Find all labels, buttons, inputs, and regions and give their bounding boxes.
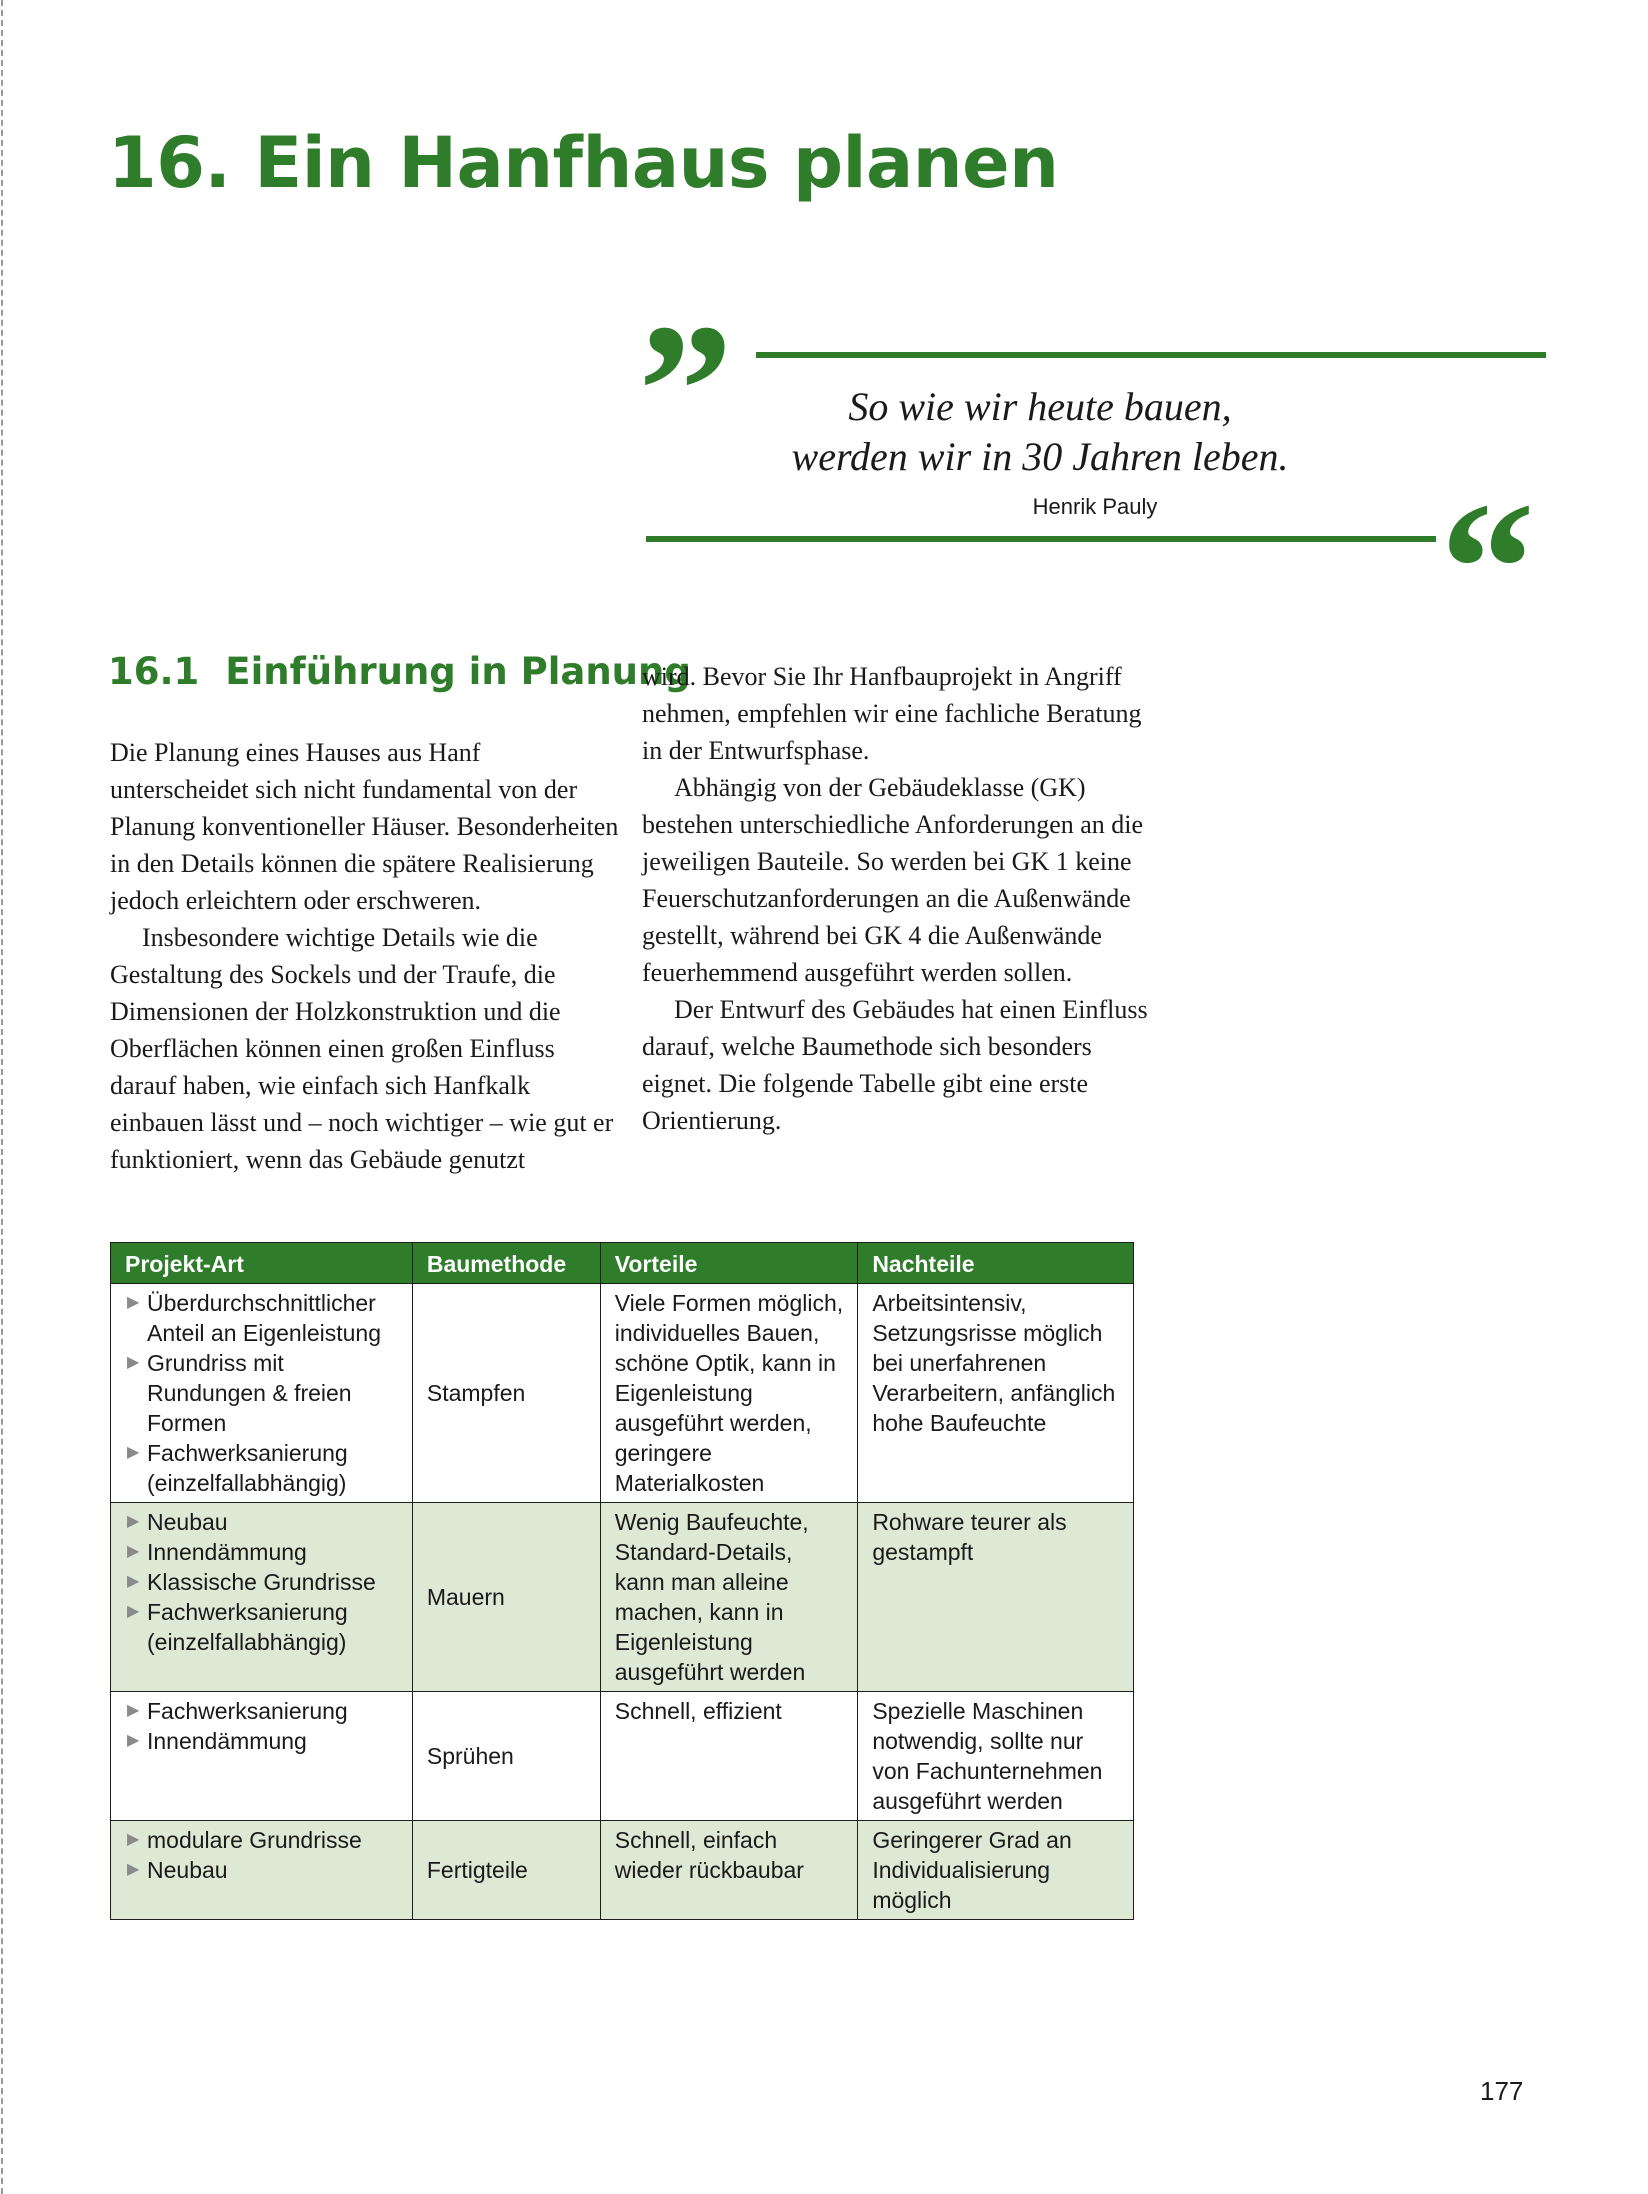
list-item: ▶ Fachwerksanierung (einzelfallabhängig)	[127, 1599, 348, 1655]
baumethode-cell: Fertigteile	[412, 1821, 600, 1920]
paragraph: wird. Bevor Sie Ihr Hanfbauprojekt in Angriff nehmen, empfehlen wir eine fachliche Beratung in der Entwurfsphase.	[642, 662, 1142, 765]
paragraph: Der Entwurf des Gebäudes hat einen Einfluss darauf, welche Baumethode sich besonders eignet. Die folgende Tabelle gibt eine erste Orientierung.	[642, 995, 1148, 1135]
paragraph: Abhängig von der Gebäudeklasse (GK) bestehen unterschiedliche Anforderungen an die jeweiligen Bauteile. So werden bei GK 1 keine Feuerschutzanforderungen an die Außenwände gestellt, während bei GK 4 die Außenwände feuerhemmend ausgeführt werden sollen.	[642, 773, 1144, 987]
projekt-art-cell	[111, 1503, 413, 1692]
vorteile-cell: Viele Formen möglich, individuelles Bauen, schöne Optik, kann in Eigenleistung ausgeführt werden, geringere Materialkosten	[600, 1284, 858, 1503]
body-column-right	[642, 658, 1152, 1139]
triangle-right-icon: ▶	[127, 1294, 140, 1311]
list-item: ▶ Innendämmung	[127, 1539, 307, 1565]
projekt-art-cell	[111, 1692, 413, 1821]
list-item: ▶ Klassische Grundrisse	[127, 1569, 376, 1595]
table-header-row	[111, 1243, 1134, 1284]
triangle-right-icon: ▶	[127, 1543, 140, 1560]
table-header-cell: Projekt-Art	[111, 1243, 413, 1284]
quote-open-mark-icon: ”	[638, 296, 733, 406]
quote-line-2: werden wir in 30 Jahren leben.	[791, 434, 1289, 479]
list-item: ▶ modulare Grundrisse	[127, 1827, 362, 1853]
baumethode-cell: Sprühen	[412, 1692, 600, 1821]
table-row	[111, 1284, 1134, 1503]
table-header-cell: Baumethode	[412, 1243, 600, 1284]
section-title: Einführung in Planung	[225, 650, 691, 693]
quote-close-mark-icon: “	[1440, 474, 1535, 584]
list-item: ▶ Fachwerksanierung	[127, 1698, 348, 1724]
baumethode-cell: Stampfen	[412, 1284, 600, 1503]
vorteile-cell: Schnell, effizient	[600, 1692, 858, 1821]
triangle-right-icon: ▶	[127, 1513, 140, 1530]
chapter-title: 16. Ein Hanfhaus planen	[108, 122, 1059, 204]
list-item: ▶ Grundriss mit Rundungen & freien Formen	[127, 1350, 352, 1436]
list-item: ▶ Neubau	[127, 1857, 228, 1883]
baumethode-cell: Mauern	[412, 1503, 600, 1692]
nachteile-cell: Arbeitsintensiv, Setzungsrisse möglich bei unerfahrenen Verarbeitern, anfänglich hohe Baufeuchte	[858, 1284, 1134, 1503]
projekt-art-cell	[111, 1284, 413, 1503]
nachteile-cell: Spezielle Maschinen notwendig, sollte nur von Fachunternehmen ausgeführt werden	[858, 1692, 1134, 1821]
quote-rule-top	[756, 352, 1546, 358]
projekt-art-cell	[111, 1821, 413, 1920]
construction-methods-table	[110, 1242, 1134, 1920]
quote-rule-bottom	[646, 536, 1436, 542]
table-header-cell: Nachteile	[858, 1243, 1134, 1284]
nachteile-cell: Geringerer Grad an Individualisierung möglich	[858, 1821, 1134, 1920]
page-edge-dashed-line	[1, 0, 3, 2194]
page-number: 177	[1480, 2076, 1524, 2106]
table-row	[111, 1821, 1134, 1920]
paragraph: Die Planung eines Hauses aus Hanf unterscheidet sich nicht fundamental von der Planung konventioneller Häuser. Besonderheiten in den Details können die spätere Realisierung jedoch erleichtern oder erschweren.	[110, 738, 619, 915]
triangle-right-icon: ▶	[127, 1702, 140, 1719]
list-item: ▶ Innendämmung	[127, 1728, 307, 1754]
vorteile-cell: Schnell, einfach wieder rückbaubar	[600, 1821, 858, 1920]
quote-line-1: So wie wir heute bauen,	[848, 384, 1232, 429]
section-number: 16.1	[108, 650, 200, 693]
triangle-right-icon: ▶	[127, 1573, 140, 1590]
list-item: ▶ Überdurchschnittlicher Anteil an Eigenleistung	[127, 1290, 381, 1346]
triangle-right-icon: ▶	[127, 1603, 140, 1620]
triangle-right-icon: ▶	[127, 1444, 140, 1461]
section-heading	[108, 650, 691, 693]
triangle-right-icon: ▶	[127, 1831, 140, 1848]
list-item: ▶ Fachwerksanierung (einzelfallabhängig)	[127, 1440, 348, 1496]
body-column-left	[110, 734, 620, 1178]
triangle-right-icon: ▶	[127, 1354, 140, 1371]
quote-text	[720, 382, 1360, 482]
paragraph: Insbesondere wichtige Details wie die Gestaltung des Sockels und der Traufe, die Dimensionen der Holzkonstruktion und die Oberflächen können einen großen Einfluss darauf haben, wie einfach sich Hanfkalk einbauen lässt und – noch wichtiger – wie gut er funktioniert, wenn das Gebäude genutzt	[110, 923, 614, 1174]
quote-author: Henrik Pauly	[1032, 494, 1158, 519]
nachteile-cell: Rohware teurer als gestampft	[858, 1503, 1134, 1692]
vorteile-cell: Wenig Baufeuchte, Standard-Details, kann man alleine machen, kann in Eigenleistung ausgeführt werden	[600, 1503, 858, 1692]
list-item: ▶ Neubau	[127, 1509, 228, 1535]
triangle-right-icon: ▶	[127, 1861, 140, 1878]
table-row	[111, 1692, 1134, 1821]
table-row	[111, 1503, 1134, 1692]
triangle-right-icon: ▶	[127, 1732, 140, 1749]
table-header-cell: Vorteile	[600, 1243, 858, 1284]
